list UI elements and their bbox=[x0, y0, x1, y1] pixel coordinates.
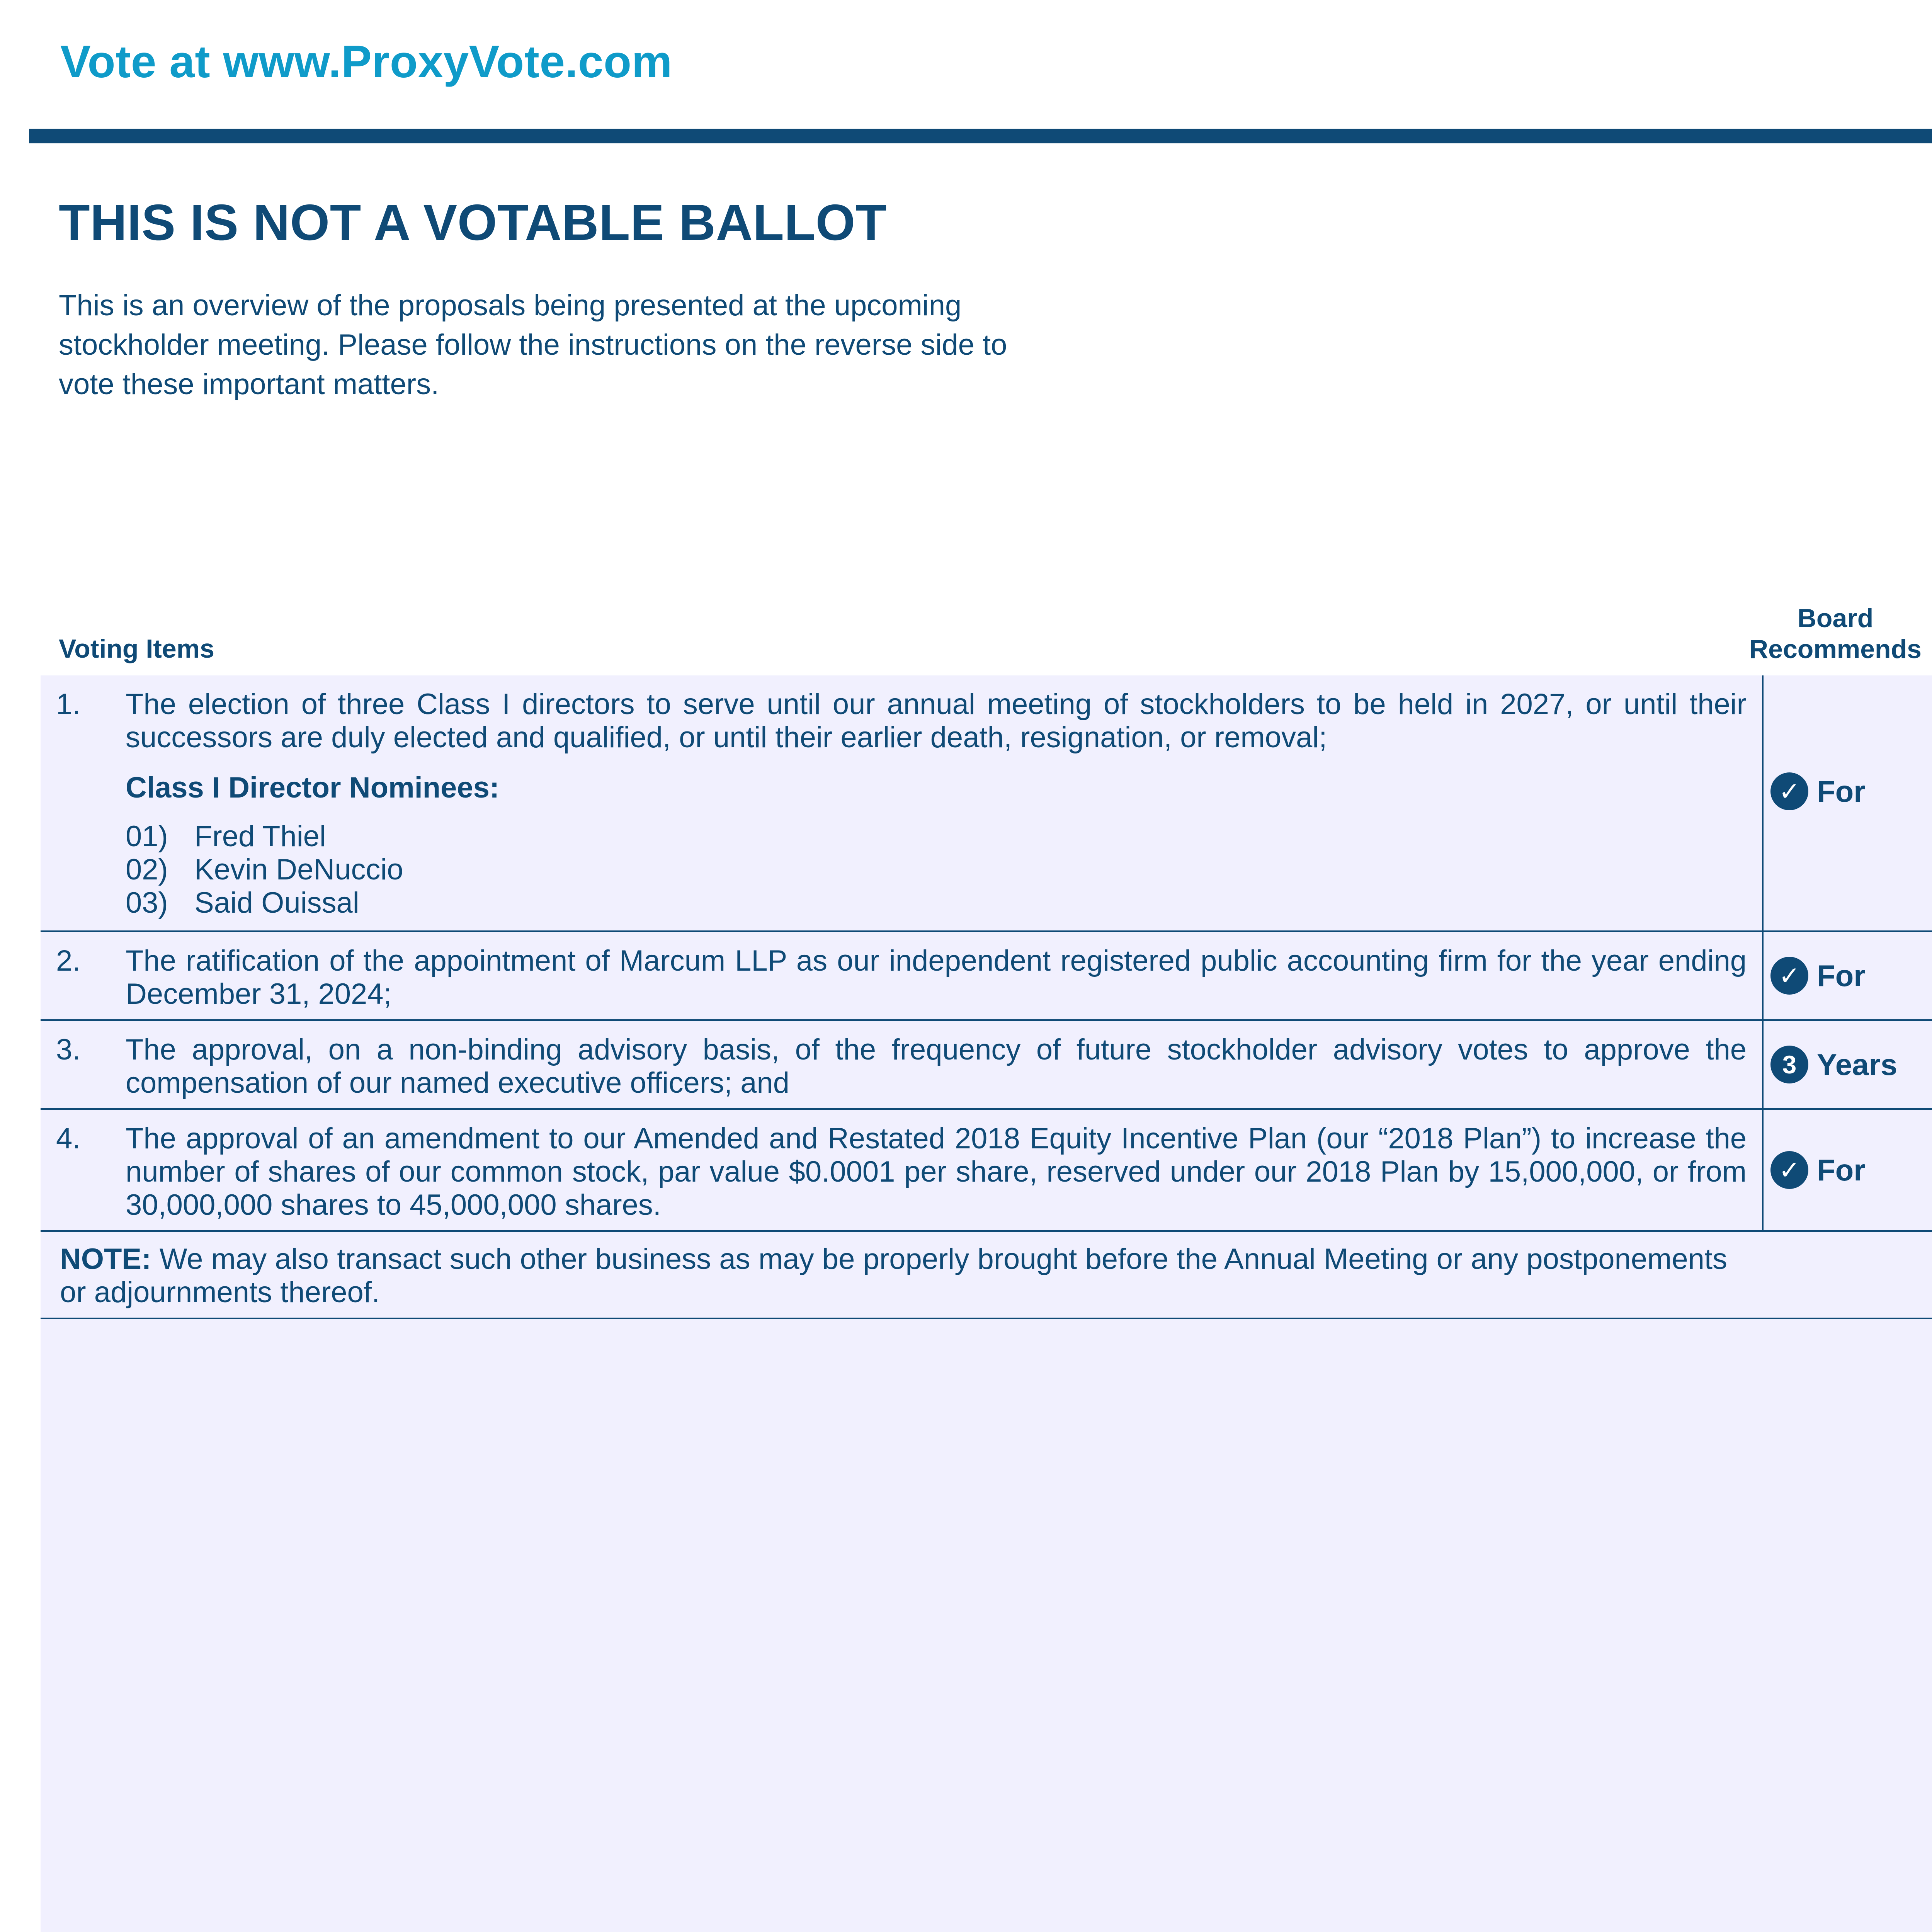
nominee-index: 01) bbox=[126, 820, 168, 853]
voting-items-table bbox=[41, 675, 1932, 1319]
item-text: The approval, on a non-binding advisory basis, of the frequency of future stockholder advisory votes to approve the compensation of our named executive officers; and bbox=[126, 1033, 1747, 1099]
page-title: THIS IS NOT A VOTABLE BALLOT bbox=[59, 194, 887, 251]
voting-item-4 bbox=[41, 1109, 1932, 1231]
note-row bbox=[41, 1231, 1932, 1318]
item-text: The election of three Class I directors to serve until our annual meeting of stockholders to be held in 2027, or until their successors are duly elected and qualified, or until their earlier death, resignation, or removal; bbox=[126, 688, 1747, 754]
vote-link-header: Vote at www.ProxyVote.com bbox=[60, 36, 673, 87]
check-icon: ✓ bbox=[1770, 1151, 1808, 1189]
check-icon: ✓ bbox=[1770, 957, 1808, 995]
item-text: The ratification of the appointment of Marcum LLP as our independent registered public accounting firm for the year ending December 31, 2024; bbox=[126, 944, 1747, 1010]
board-recommends-header: Board Recommends bbox=[1749, 604, 1922, 664]
nominee-item bbox=[126, 820, 1747, 853]
nominees-heading: Class I Director Nominees: bbox=[126, 771, 500, 804]
voting-items-header: Voting Items bbox=[59, 634, 214, 663]
check-icon: ✓ bbox=[1770, 772, 1808, 810]
nominee-name: Said Ouissal bbox=[194, 886, 359, 919]
note-label: NOTE: bbox=[60, 1243, 151, 1276]
voting-item-2 bbox=[41, 931, 1932, 1020]
nominee-index: 03) bbox=[126, 886, 168, 919]
nominee-index: 02) bbox=[126, 853, 168, 886]
header-divider bbox=[29, 129, 1932, 143]
recommendation-label: For bbox=[1817, 774, 1866, 808]
item-number: 1. bbox=[56, 688, 81, 721]
recommendation-cell bbox=[1763, 931, 1932, 1020]
recommendation-label: For bbox=[1817, 958, 1866, 993]
item-number: 2. bbox=[56, 944, 81, 977]
recommendation-cell bbox=[1763, 675, 1932, 931]
recommendation-cell bbox=[1763, 1020, 1932, 1109]
nominee-item bbox=[126, 886, 1747, 920]
nominee-name: Fred Thiel bbox=[194, 820, 326, 853]
recommendation-cell bbox=[1763, 1109, 1932, 1231]
item-text: The approval of an amendment to our Amended and Restated 2018 Equity Incentive Plan (our “2018 Plan”) to increase the number of shares of our common stock, par value $0.0001 per share, reserved under our 2018 Plan by 15,000,000, or from 30,000,000 shares to 45,000,000 shares. bbox=[126, 1122, 1747, 1221]
recommendation-label: Years bbox=[1817, 1047, 1898, 1082]
intro-paragraph: This is an overview of the proposals being presented at the upcoming stockholder meeting. Please follow the instructions on the reverse side to vote these important matters. bbox=[59, 289, 1007, 401]
item-number: 3. bbox=[56, 1033, 81, 1066]
nominee-name: Kevin DeNuccio bbox=[194, 853, 403, 886]
note-text bbox=[41, 1232, 1932, 1318]
item-number: 4. bbox=[56, 1122, 81, 1155]
voting-item-3 bbox=[41, 1020, 1932, 1109]
recommendation-label: For bbox=[1817, 1153, 1866, 1187]
voting-item-1 bbox=[41, 675, 1932, 931]
note-body: We may also transact such other business as may be properly brought before the Annual Meeting or any postponements or adjournments thereof. bbox=[60, 1243, 1727, 1309]
nominee-item bbox=[126, 853, 1747, 886]
number-badge-icon: 3 bbox=[1770, 1046, 1808, 1083]
